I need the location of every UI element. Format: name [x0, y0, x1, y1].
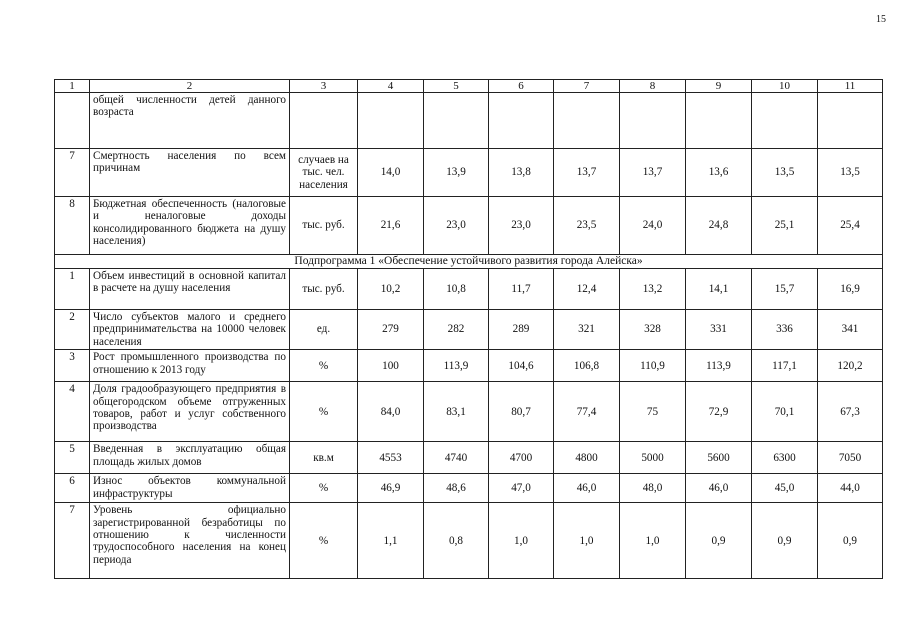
value-cell: 282	[424, 310, 489, 350]
unit-cell: тыс. руб.	[290, 269, 358, 310]
value-cell: 46,9	[358, 474, 424, 503]
value-cell: 1,0	[489, 503, 554, 579]
value-cell: 15,7	[752, 269, 818, 310]
value-cell: 13,7	[554, 149, 620, 197]
value-cell: 11,7	[489, 269, 554, 310]
value-cell: 1,1	[358, 503, 424, 579]
value-cell: 24,0	[620, 197, 686, 255]
value-cell	[818, 93, 883, 149]
row-number: 2	[55, 310, 90, 350]
unit-cell	[290, 93, 358, 149]
subprogram-row	[55, 255, 883, 269]
indicator-name: Смертность населения по всем причинам	[90, 149, 290, 197]
indicator-name: Бюджетная обеспеченность (налоговые и неналоговые доходы консолидированного бюджета на душу населения)	[90, 197, 290, 255]
value-cell: 13,9	[424, 149, 489, 197]
row-number	[55, 93, 90, 149]
value-cell	[686, 93, 752, 149]
value-cell: 7050	[818, 442, 883, 474]
subprogram-title: Подпрограмма 1 «Обеспечение устойчивого развития города Алейска»	[55, 255, 883, 269]
value-cell: 14,1	[686, 269, 752, 310]
value-cell: 321	[554, 310, 620, 350]
value-cell: 328	[620, 310, 686, 350]
value-cell: 24,8	[686, 197, 752, 255]
value-cell: 110,9	[620, 350, 686, 382]
value-cell: 4700	[489, 442, 554, 474]
value-cell: 21,6	[358, 197, 424, 255]
table-row	[55, 503, 883, 579]
row-number: 1	[55, 269, 90, 310]
table-row	[55, 442, 883, 474]
value-cell: 23,0	[489, 197, 554, 255]
value-cell: 336	[752, 310, 818, 350]
value-cell: 72,9	[686, 382, 752, 442]
row-number: 8	[55, 197, 90, 255]
value-cell	[620, 93, 686, 149]
table-row	[55, 149, 883, 197]
unit-cell: кв.м	[290, 442, 358, 474]
value-cell	[752, 93, 818, 149]
column-number: 4	[358, 80, 424, 93]
value-cell: 106,8	[554, 350, 620, 382]
value-cell: 14,0	[358, 149, 424, 197]
value-cell: 83,1	[424, 382, 489, 442]
indicator-name: Введенная в эксплуатацию общая площадь жилых домов	[90, 442, 290, 474]
value-cell: 23,5	[554, 197, 620, 255]
value-cell: 13,8	[489, 149, 554, 197]
column-number: 3	[290, 80, 358, 93]
value-cell	[554, 93, 620, 149]
value-cell: 331	[686, 310, 752, 350]
value-cell: 0,9	[686, 503, 752, 579]
table-row	[55, 269, 883, 310]
value-cell: 289	[489, 310, 554, 350]
table-row	[55, 93, 883, 149]
value-cell: 279	[358, 310, 424, 350]
value-cell: 104,6	[489, 350, 554, 382]
value-cell: 23,0	[424, 197, 489, 255]
unit-cell: %	[290, 382, 358, 442]
value-cell	[424, 93, 489, 149]
value-cell: 47,0	[489, 474, 554, 503]
column-number: 7	[554, 80, 620, 93]
value-cell: 13,7	[620, 149, 686, 197]
value-cell: 13,2	[620, 269, 686, 310]
value-cell: 45,0	[752, 474, 818, 503]
value-cell: 0,8	[424, 503, 489, 579]
value-cell: 5600	[686, 442, 752, 474]
value-cell: 1,0	[554, 503, 620, 579]
value-cell: 1,0	[620, 503, 686, 579]
value-cell: 12,4	[554, 269, 620, 310]
indicator-name: Доля градообразующего предприятия в общегородском объеме отгруженных товаров, работ и услуг собственного производства	[90, 382, 290, 442]
row-number: 3	[55, 350, 90, 382]
value-cell: 4740	[424, 442, 489, 474]
unit-cell: ед.	[290, 310, 358, 350]
table-row	[55, 197, 883, 255]
indicators-table	[54, 79, 883, 579]
column-number: 5	[424, 80, 489, 93]
value-cell: 4553	[358, 442, 424, 474]
value-cell: 341	[818, 310, 883, 350]
column-number: 11	[818, 80, 883, 93]
unit-cell: %	[290, 350, 358, 382]
row-number: 5	[55, 442, 90, 474]
page-number: 15	[876, 14, 886, 25]
value-cell: 5000	[620, 442, 686, 474]
value-cell: 100	[358, 350, 424, 382]
value-cell: 13,6	[686, 149, 752, 197]
value-cell: 48,0	[620, 474, 686, 503]
unit-cell: случаев на тыс. чел. населения	[290, 149, 358, 197]
column-number: 9	[686, 80, 752, 93]
value-cell: 77,4	[554, 382, 620, 442]
table-row	[55, 350, 883, 382]
value-cell: 16,9	[818, 269, 883, 310]
value-cell: 10,2	[358, 269, 424, 310]
unit-cell: тыс. руб.	[290, 197, 358, 255]
indicator-name: Рост промышленного производства по отношению к 2013 году	[90, 350, 290, 382]
table-row	[55, 310, 883, 350]
value-cell: 6300	[752, 442, 818, 474]
unit-cell: %	[290, 474, 358, 503]
value-cell: 46,0	[686, 474, 752, 503]
indicator-name: Объем инвестиций в основной капитал в расчете на душу населения	[90, 269, 290, 310]
table-row	[55, 382, 883, 442]
value-cell: 25,4	[818, 197, 883, 255]
value-cell: 67,3	[818, 382, 883, 442]
value-cell: 117,1	[752, 350, 818, 382]
indicator-name: Износ объектов коммунальной инфраструктуры	[90, 474, 290, 503]
value-cell: 84,0	[358, 382, 424, 442]
table-row	[55, 474, 883, 503]
column-number: 1	[55, 80, 90, 93]
value-cell: 113,9	[424, 350, 489, 382]
row-number: 6	[55, 474, 90, 503]
value-cell: 46,0	[554, 474, 620, 503]
row-number: 7	[55, 503, 90, 579]
value-cell: 25,1	[752, 197, 818, 255]
value-cell: 13,5	[818, 149, 883, 197]
value-cell: 48,6	[424, 474, 489, 503]
value-cell: 75	[620, 382, 686, 442]
value-cell: 80,7	[489, 382, 554, 442]
value-cell	[358, 93, 424, 149]
column-number: 6	[489, 80, 554, 93]
value-cell	[489, 93, 554, 149]
value-cell: 120,2	[818, 350, 883, 382]
indicator-name: Число субъектов малого и среднего предпринимательства на 10000 человек населения	[90, 310, 290, 350]
value-cell: 113,9	[686, 350, 752, 382]
value-cell: 44,0	[818, 474, 883, 503]
value-cell: 70,1	[752, 382, 818, 442]
indicator-name: Уровень официально зарегистрированной безработицы по отношению к численности трудоспособного населения на конец периода	[90, 503, 290, 579]
header-row	[55, 80, 883, 93]
column-number: 8	[620, 80, 686, 93]
row-number: 7	[55, 149, 90, 197]
value-cell: 10,8	[424, 269, 489, 310]
indicator-name: общей численности детей данного возраста	[90, 93, 290, 149]
value-cell: 0,9	[752, 503, 818, 579]
unit-cell: %	[290, 503, 358, 579]
column-number: 2	[90, 80, 290, 93]
value-cell: 13,5	[752, 149, 818, 197]
column-number: 10	[752, 80, 818, 93]
value-cell: 0,9	[818, 503, 883, 579]
value-cell: 4800	[554, 442, 620, 474]
row-number: 4	[55, 382, 90, 442]
